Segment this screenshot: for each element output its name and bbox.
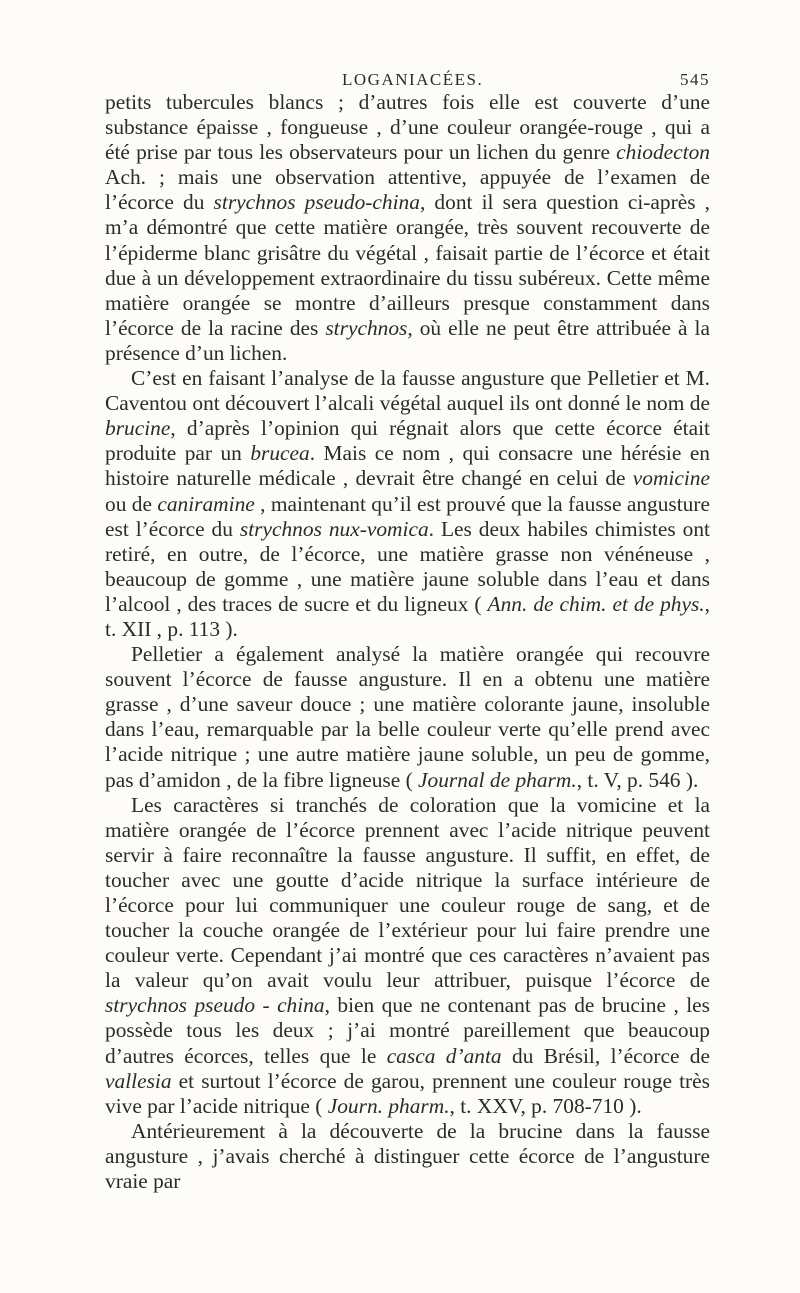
text-run: et surtout l’écorce de garou, prennent une couleur rouge très vive par l’acide nitrique ( xyxy=(105,1068,710,1118)
italic-term: Journal de pharm. xyxy=(418,767,577,792)
text-run: . Mais ce nom , qui consacre une hérésie en histoire naturelle médicale , devrait être changé en celui de xyxy=(105,441,711,491)
text-run: , t. XXV, p. 708-710 ). xyxy=(449,1093,642,1118)
page-number: 545 xyxy=(680,70,710,89)
text-run: ou de xyxy=(105,491,158,516)
text-run: C’est en faisant l’analyse de la fausse angusture que Pelletier et M. Caventou ont découvert l’alcali végétal auquel ils ont donné le nom de xyxy=(105,366,710,416)
text-run: , d’après l’opinion qui régnait alors que cette écorce était produite par un xyxy=(105,416,710,466)
italic-term: chiodecton xyxy=(616,140,710,165)
italic-term: strychnos pseudo - china xyxy=(105,993,325,1018)
text-run: Antérieurement à la découverte de la brucine dans la fausse angusture , j’avais cherché à distinguer cette écorce de l’angusture vraie par xyxy=(105,1118,710,1194)
text-run: Les caractères si tranchés de coloration que la vomicine et la matière orangée de l’écorce prennent avec l’acide nitrique peuvent servir à faire reconnaître la fausse angusture. Il suffit, en effet, de toucher avec une goutte d’acide nitrique la surface intérieure de l’écorce pour lui communiquer une couleur rouge de sang, et de toucher la couche orangée de l’extérieur pour lui faire prendre une couleur verte. Cependant j’ai montré que ces caractères n’avaient pas la valeur qu’on avait voulu leur attribuer, puisque l’écorce de xyxy=(105,792,710,993)
italic-term: strychnos xyxy=(325,315,408,340)
italic-term: casca d’anta xyxy=(386,1043,502,1068)
text-run: . Les deux habiles chimistes ont retiré, en outre, de l’écorce, une matière grasse non vénéneuse , beaucoup de gomme , une matière jaune soluble dans l’eau et dans l’alcool , des traces de sucre et du ligneux ( xyxy=(105,516,710,616)
running-header xyxy=(105,64,710,92)
italic-term: brucine xyxy=(105,416,171,441)
running-title: LOGANIACÉES. xyxy=(342,70,484,89)
italic-term: Journ. pharm. xyxy=(327,1093,450,1118)
text-run: , bien que ne contenant pas de brucine , les possède tous les deux ; j’ai montré pareillement que beaucoup d’autres écorces, telles que le xyxy=(105,993,711,1068)
text-run: , où elle ne peut être attribuée à la présence d’un lichen. xyxy=(105,315,710,365)
italic-term: brucea xyxy=(250,441,310,466)
italic-term: strychnos pseudo-china xyxy=(213,190,420,215)
text-run: , t. XII , p. 113 ). xyxy=(105,591,711,641)
text-run: , t. V, p. 546 ). xyxy=(576,767,699,792)
text-run: , dont il sera question ci-après , m’a démontré que cette matière orangée, très souvent recouverte de l’épiderme blanc grisâtre du végétal , faisait partie de l’écorce et était due à un développement extraordinaire du tissu subéreux. Cette même matière orangée se montre d’ailleurs presque constamment dans l’écorce de la racine des xyxy=(105,190,711,340)
italic-term: vomicine xyxy=(632,466,710,491)
text-run: , maintenant qu’il est prouvé que la fausse angusture est l’écorce du xyxy=(105,491,710,541)
paragraph xyxy=(105,90,710,366)
paragraph xyxy=(105,642,710,793)
text-run: du Brésil, l’écorce de xyxy=(501,1043,711,1068)
text-run: Ach. ; mais une observation attentive, appuyée de l’examen de l’écorce du xyxy=(105,165,710,215)
paragraph xyxy=(105,366,710,642)
italic-term: strychnos nux-vomica xyxy=(239,516,429,541)
text-run: petits tubercules blancs ; d’autres fois elle est couverte d’une substance épaisse , fongueuse , d’une couleur orangée-rouge , qui a été prise par tous les observateurs pour un lichen du genre xyxy=(105,90,710,165)
paragraph xyxy=(105,793,710,1119)
paragraph xyxy=(105,1119,710,1194)
italic-term: vallesia xyxy=(105,1068,172,1093)
text-run: Pelletier a également analysé la matière orangée qui recouvre souvent l’écorce de fausse angusture. Il en a obtenu une matière grasse , d’une saveur douce ; une matière colorante jaune, insoluble dans l’eau, remarquable par la belle couleur verte qu’elle prend avec l’acide nitrique ; une autre matière jaune soluble, un peu de gomme, pas d’amidon , de la fibre ligneuse ( xyxy=(105,642,710,792)
italic-term: Ann. de chim. et de phys. xyxy=(487,591,705,616)
body-text xyxy=(105,90,710,1194)
italic-term: caniramine xyxy=(157,491,255,516)
